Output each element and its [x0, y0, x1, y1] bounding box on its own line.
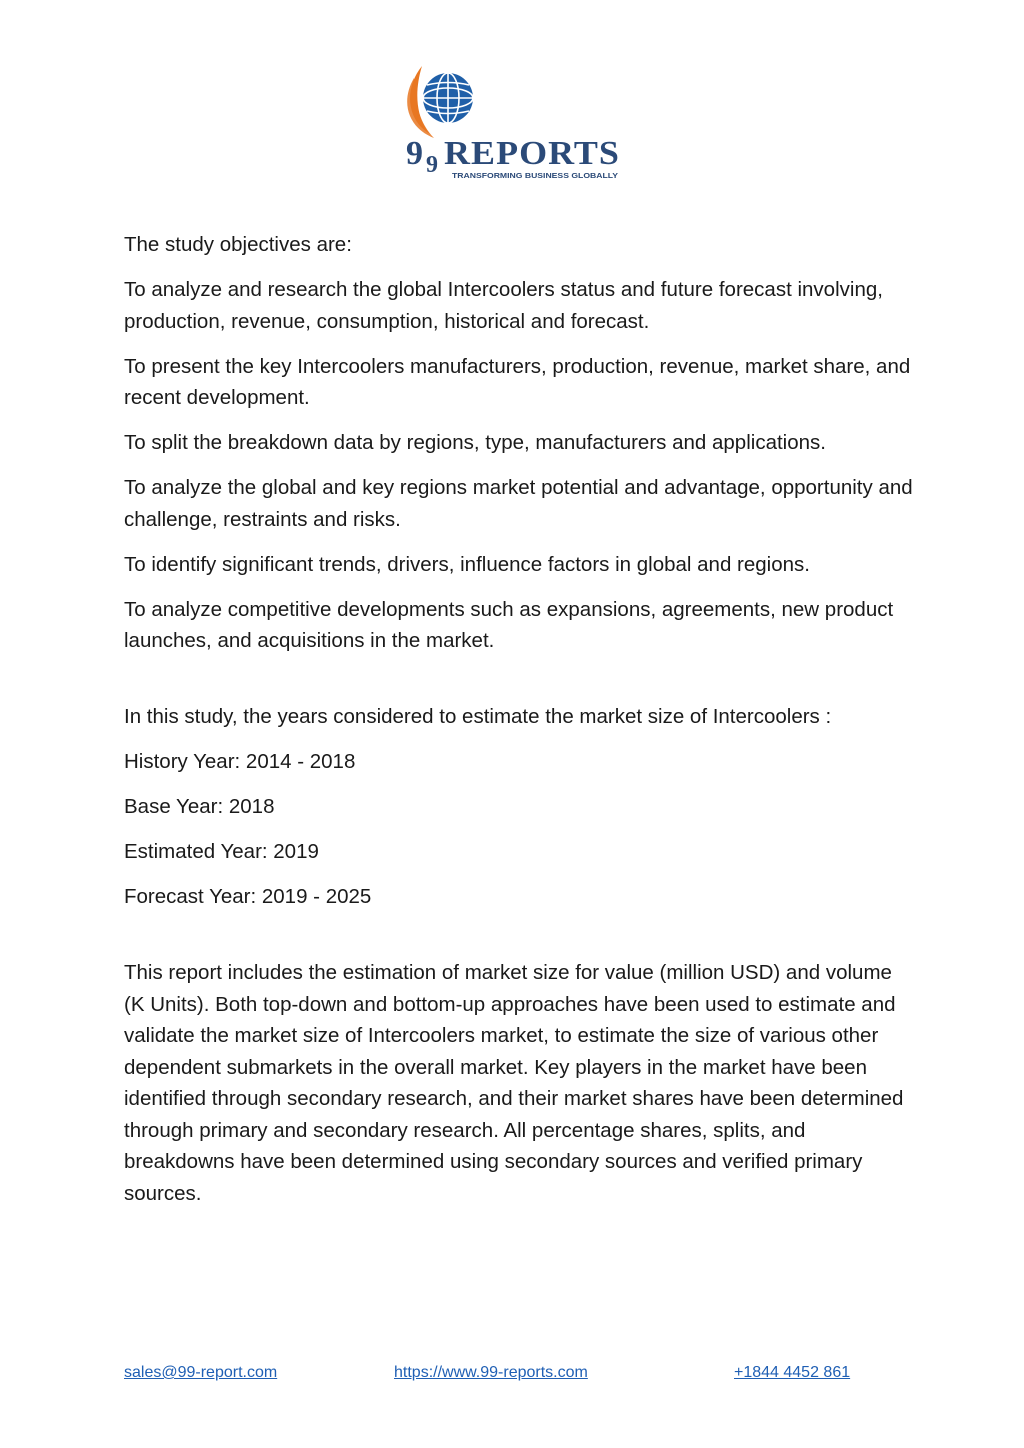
- svg-text:TRANSFORMING BUSINESS GLOBALLY: TRANSFORMING BUSINESS GLOBALLY: [452, 171, 618, 180]
- years-intro: In this study, the years considered to estimate the market size of Intercoolers :: [124, 705, 832, 728]
- estimated-year: Estimated Year: 2019: [124, 840, 319, 863]
- objective-item-4: To analyze the global and key regions market potential and advantage, opportunity and challenge, restraints and risks.: [124, 476, 913, 531]
- section-spacer: [124, 926, 914, 957]
- objectives-heading: The study objectives are:: [124, 233, 352, 256]
- footer-phone-link[interactable]: +1844 4452 861: [734, 1364, 851, 1381]
- footer-email-link[interactable]: sales@99-report.com: [124, 1364, 278, 1381]
- page-footer: [0, 1364, 1024, 1388]
- objective-item-2: To present the key Intercoolers manufacturers, production, revenue, market share, and recent development.: [124, 354, 911, 409]
- globe-logo-icon: [404, 58, 624, 184]
- history-year: History Year: 2014 - 2018: [124, 750, 356, 773]
- objective-item-1: To analyze and research the global Intercoolers status and future forecast involving, production, revenue, consumption, historical and forecast.: [124, 278, 883, 333]
- svg-text:9: 9: [406, 135, 423, 172]
- svg-text:REPORTS: REPORTS: [444, 135, 620, 172]
- forecast-year: Forecast Year: 2019 - 2025: [124, 885, 372, 908]
- base-year: Base Year: 2018: [124, 795, 275, 818]
- company-logo: [404, 58, 624, 184]
- objective-item-3: To split the breakdown data by regions, type, manufacturers and applications.: [124, 431, 826, 454]
- report-paragraph: This report includes the estimation of market size for value (million USD) and volume (K Units). Both top-down and bottom-up approaches have been used to estimate and validate the market size of Intercoolers market, to estimate the size of various other dependent submarkets in the overall market. Key players in the market have been identified through secondary research, and their market shares have been determined through primary and secondary research. All percentage shares, splits, and breakdowns have been determined using secondary sources and verified primary sources.: [124, 961, 904, 1205]
- footer-website-link[interactable]: https://www.99-reports.com: [394, 1364, 588, 1381]
- section-spacer: [124, 670, 914, 701]
- objective-item-5: To identify significant trends, drivers, influence factors in global and regions.: [124, 552, 810, 576]
- document-body: [124, 229, 914, 1223]
- objective-item-6: To analyze competitive developments such as expansions, agreements, new product launches, and acquisitions in the market.: [124, 597, 894, 652]
- svg-text:9: 9: [426, 152, 438, 178]
